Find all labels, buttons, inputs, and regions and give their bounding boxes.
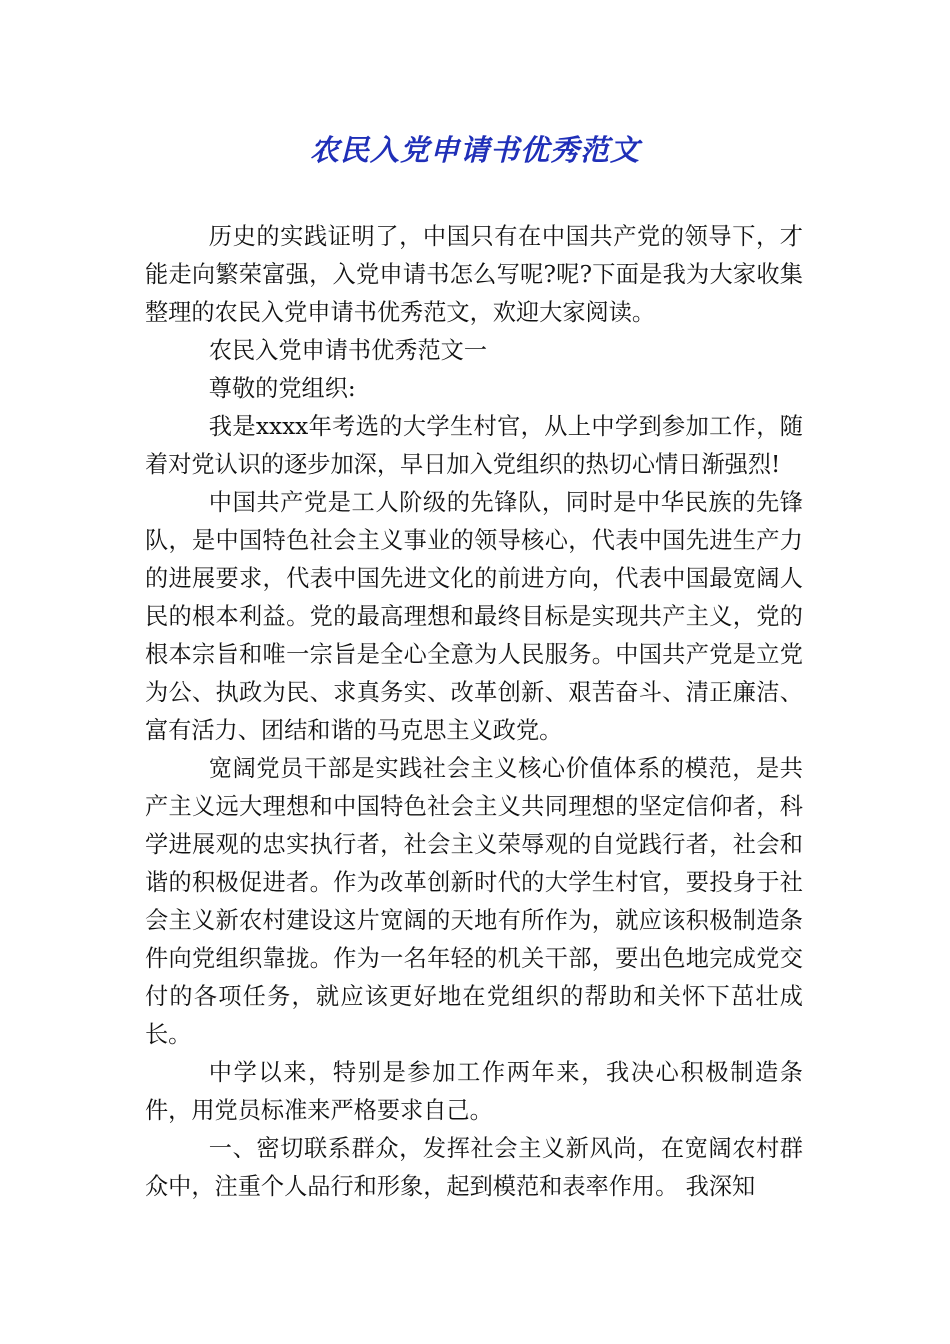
paragraph-intro: 历史的实践证明了，中国只有在中国共产党的领导下，才能走向繁荣富强，入党申请书怎么写呢?呢?下面是我为大家收集整理的农民入党申请书优秀范文，欢迎大家阅读。 — [145, 223, 803, 326]
document-body — [145, 218, 803, 1206]
paragraph: 中国共产党是工人阶级的先锋队，同时是中华民族的先锋队，是中国特色社会主义事业的领导核心，代表中国先进生产力的进展要求，代表中国先进文化的前进方向，代表中国最宽阔人民的根本利益。党的最高理想和最终目标是实现共产主义，党的根本宗旨和唯一宗旨是全心全意为人民服务。中国共产党是立党为公、执政为民、求真务实、改革创新、艰苦奋斗、清正廉洁、富有活力、团结和谐的马克思主义政党。 — [145, 489, 803, 744]
document-title: 农民入党申请书优秀范文 — [309, 133, 640, 167]
paragraph-salutation: 尊敬的党组织: — [208, 375, 356, 402]
paragraph: 中学以来，特别是参加工作两年来，我决心积极制造条件，用党员标准来严格要求自己。 — [145, 1059, 803, 1124]
paragraph: 我是xxxx年考选的大学生村官，从上中学到参加工作，随着对党认识的逐步加深，早日加入党组织的热切心情日渐强烈! — [145, 413, 803, 478]
paragraph-subtitle: 农民入党申请书优秀范文一 — [208, 337, 488, 364]
paragraph: 宽阔党员干部是实践社会主义核心价值体系的模范，是共产主义远大理想和中国特色社会主义共同理想的坚定信仰者，科学进展观的忠实执行者，社会主义荣辱观的自觉践行者，社会和谐的积极促进者。作为改革创新时代的大学生村官，要投身于社会主义新农村建设这片宽阔的天地有所作为，就应该积极制造条件向党组织靠拢。作为一名年轻的机关干部，要出色地完成党交付的各项任务，就应该更好地在党组织的帮助和关怀下茁壮成长。 — [145, 755, 803, 1048]
paragraph: 一、密切联系群众，发挥社会主义新风尚，在宽阔农村群众中，注重个人品行和形象，起到模范和表率作用。 我深知 — [145, 1135, 803, 1200]
